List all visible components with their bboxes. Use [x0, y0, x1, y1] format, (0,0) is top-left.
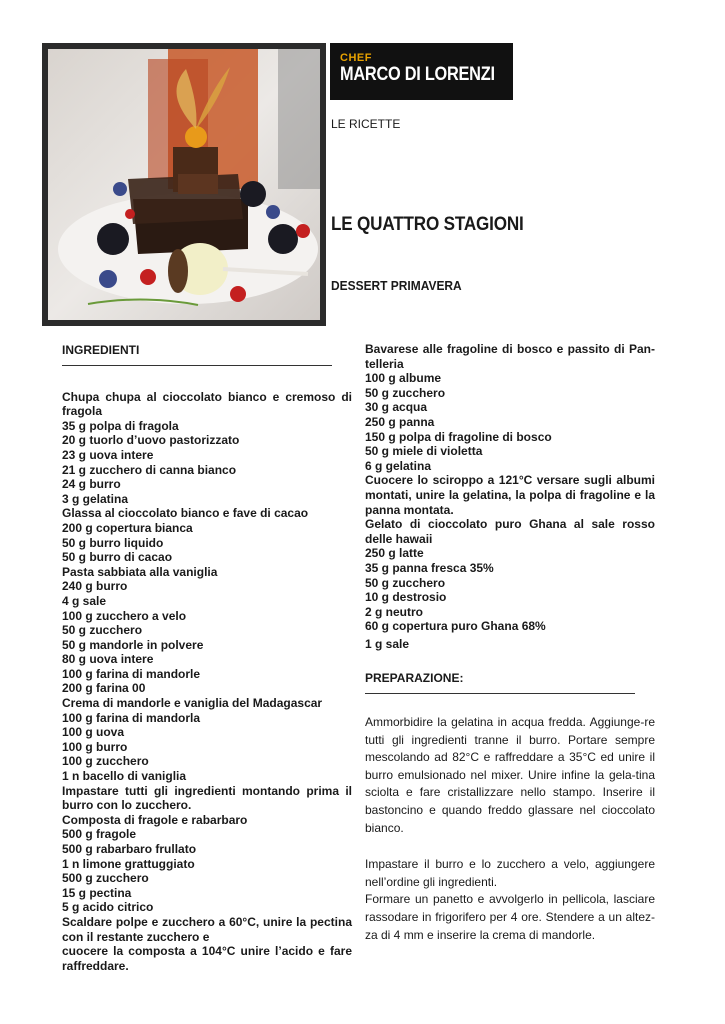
ingredient-line: 4 g sale: [62, 593, 107, 608]
ingredient-line: 35 g panna fresca 35%: [365, 560, 494, 575]
ingredient-line: 100 g farina di mandorle: [62, 666, 201, 681]
ingredient-line: 50 g mandorle in polvere: [62, 637, 204, 652]
preparation-paragraph: Ammorbidire la gelatina in acqua fredda. Aggiunge-re tutti gli ingredienti tranne il burro. Portare sempre mescolando ad 82°C e raffreddare a 35°C ed unire il burro emulsionado nel mixer. Unire infine la gela-tina sciolta e fare cristallizzare nello stampo. Inserire il bastoncino e quando freddo glassare nel cioccolato bianco.: [365, 715, 655, 835]
ingredient-line: 100 g zucchero a velo: [62, 608, 187, 623]
ingredient-line: 500 g rabarbaro frullato: [62, 842, 197, 856]
ingredient-line: 50 g burro di cacao: [62, 550, 173, 565]
ingredient-line: 30 g acqua: [365, 400, 428, 415]
ingredient-line: 80 g uova intere: [62, 652, 154, 667]
ingredient-line: 100 g albume: [365, 371, 442, 386]
ingredient-line: 15 g pectina: [62, 885, 132, 900]
ingredient-line: 50 g zucchero: [365, 575, 446, 590]
ingredient-line: 1 n limone grattuggiato: [62, 856, 195, 871]
ingredient-line: 150 g polpa di fragoline di bosco: [365, 429, 552, 444]
ingredient-line: 3 g gelatina: [62, 491, 129, 506]
section-label: LE RICETTE: [331, 117, 401, 131]
ingredients-column: [62, 343, 352, 973]
ingredient-line: 50 g burro liquido: [62, 535, 164, 550]
ingredient-line: Crema di mandorle e vaniglia del Madagascar: [62, 696, 323, 711]
chef-badge: [330, 43, 513, 100]
ingredient-line: Cuocere lo sciroppo a 121°C versare sugli albumi montati, unire la gelatina, la polpa di fragoline e la panna montata.: [365, 473, 655, 517]
ingredient-line: 200 g farina 00: [62, 681, 146, 696]
ingredient-line: 60 g copertura puro Ghana 68%: [365, 619, 546, 634]
ingredient-line: 100 g zucchero: [62, 754, 149, 769]
ingredients-heading: INGREDIENTI: [62, 343, 140, 357]
ingredient-line: Gelato di cioccolato puro Ghana al sale rosso delle hawaii: [365, 517, 655, 546]
ingredient-line: 6 g gelatina: [365, 458, 432, 473]
chef-name: MARCO DI LORENZI: [340, 64, 495, 85]
ingredient-line: 50 g zucchero: [62, 623, 143, 638]
ingredient-line: 5 g acido citrico: [62, 900, 154, 915]
chef-label: CHEF: [340, 52, 372, 64]
ingredient-line: Scaldare polpe e zucchero a 60°C, unire la pectina con il restante zucchero e: [62, 914, 352, 944]
ingredient-line: Composta di fragole e rabarbaro: [62, 812, 248, 827]
ingredient-line: cuocere la composta a 104°C unire l’acido e fare raffreddare.: [62, 944, 352, 973]
dessert-photo: [42, 43, 326, 326]
ingredient-line: 100 g uova: [62, 725, 125, 740]
preparation-heading: PREPARAZIONE:: [365, 671, 464, 686]
ingredient-line: Bavarese alle fragoline di bosco e passito di Pan-telleria: [365, 342, 655, 371]
ingredient-line: 20 g tuorlo d’uovo pastorizzato: [62, 433, 240, 448]
ingredient-line: Chupa chupa al cioccolato bianco e cremoso di fragola: [62, 389, 352, 419]
ingredient-line: 250 g latte: [365, 546, 424, 561]
preparation-paragraph: Impastare il burro e lo zucchero a velo, aggiungere nell’ordine gli ingredienti.: [365, 857, 655, 889]
ingredient-line: 24 g burro: [62, 477, 121, 492]
preparation-paragraph: Formare un panetto e avvolgerlo in pellicola, lasciare rassodare in frigorifero per 4 ore. Stendere a un altez-za di 4 mm e inserire la crema di mandorle.: [365, 892, 655, 942]
ingredient-line: 200 g copertura bianca: [62, 520, 193, 535]
ingredient-line: Glassa al cioccolato bianco e fave di cacao: [62, 506, 309, 521]
recipe-subtitle: DESSERT PRIMAVERA: [331, 278, 462, 293]
recipe-title: LE QUATTRO STAGIONI: [331, 214, 524, 235]
ingredient-line: 1 g sale: [365, 636, 410, 651]
ingredient-line: 21 g zucchero di canna bianco: [62, 462, 237, 477]
ingredient-line: 50 g miele di violetta: [365, 444, 483, 459]
ingredient-line: 10 g destrosio: [365, 590, 447, 605]
ingredient-line: 1 n bacello di vaniglia: [62, 769, 187, 784]
ingredient-line: Pasta sabbiata alla vaniglia: [62, 564, 218, 579]
ingredient-line: 250 g panna: [365, 414, 435, 429]
ingredients-column-right: [365, 342, 655, 944]
ingredient-line: 500 g zucchero: [62, 871, 149, 886]
ingredient-line: Impastare tutti gli ingredienti montando prima il burro con lo zucchero.: [62, 783, 352, 813]
ingredient-line: 35 g polpa di fragola: [62, 418, 179, 433]
ingredient-line: 100 g farina di mandorla: [62, 710, 201, 725]
ingredient-line: 2 g neutro: [365, 604, 424, 619]
ingredient-line: 50 g zucchero: [365, 385, 446, 400]
ingredient-line: 23 g uova intere: [62, 447, 154, 462]
ingredient-line: 240 g burro: [62, 579, 128, 594]
dessert-illustration: [48, 49, 320, 320]
ingredient-line: 500 g fragole: [62, 827, 137, 842]
ingredient-line: 100 g burro: [62, 739, 128, 754]
